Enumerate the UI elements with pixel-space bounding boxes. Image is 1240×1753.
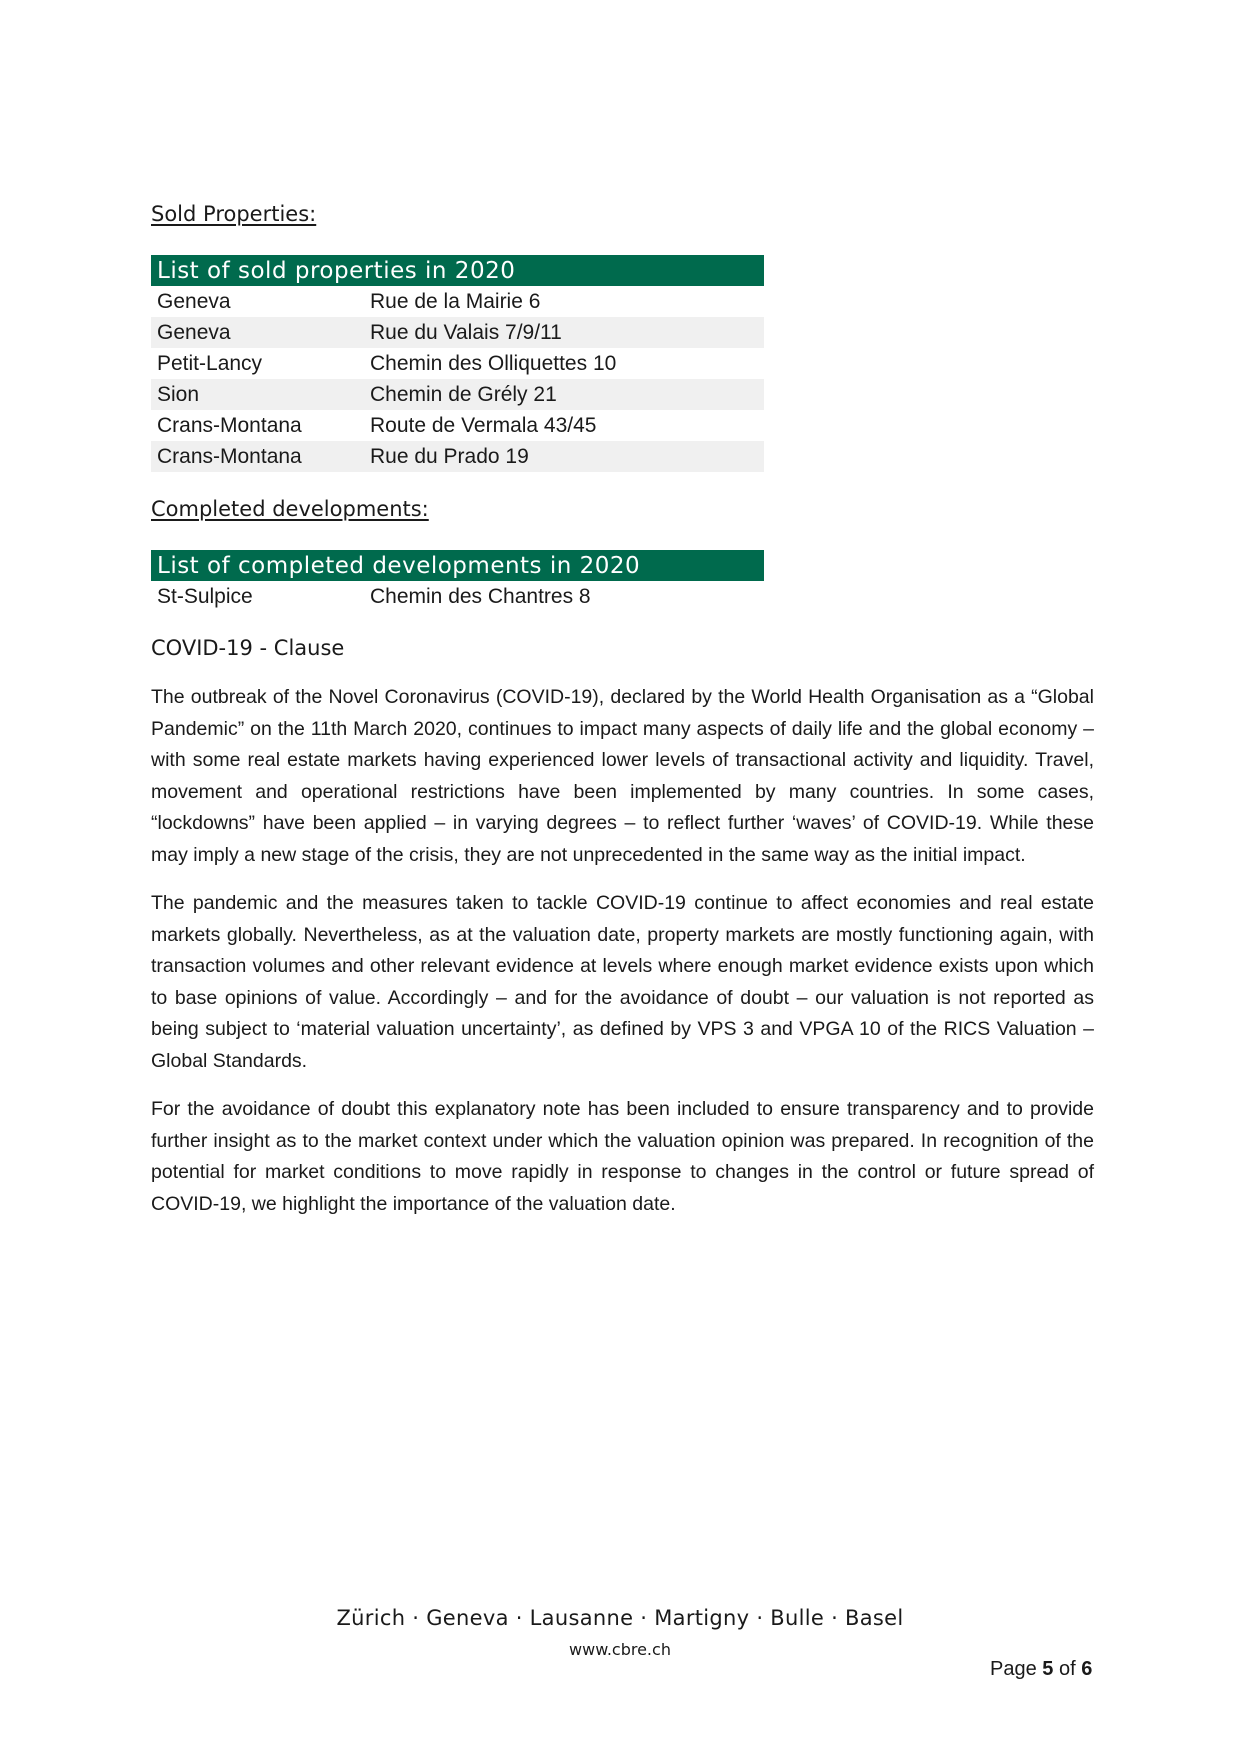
row-address: Rue de la Mairie 6: [370, 289, 541, 313]
sold-properties-table: [151, 255, 764, 472]
covid-paragraph-1: The outbreak of the Novel Coronavirus (COVID-19), declared by the World Health Organisation as a “Global Pandemic” on the 11th March 2020, continues to impact many aspects of daily life and the global economy – with some real estate markets having experienced lower levels of transactional activity and liquidity. Travel, movement and operational restrictions have been implemented by many countries. In some cases, “lockdowns” have been applied – in varying degrees – to reflect further ‘waves’ of COVID-19. While these may imply a new stage of the crisis, they are not unprecedented in the same way as the initial impact.: [151, 686, 1094, 866]
page-number: [990, 1658, 1092, 1681]
covid-clause-heading: COVID-19 - Clause: [151, 636, 345, 660]
table-row: [151, 317, 764, 348]
footer-offices: Zürich · Geneva · Lausanne · Martigny · Bulle · Basel: [336, 1606, 904, 1630]
completed-developments-table: [151, 550, 764, 612]
row-address: Chemin des Olliquettes 10: [370, 351, 617, 375]
row-address: Rue du Valais 7/9/11: [364, 317, 764, 348]
page-total: 6: [1081, 1658, 1093, 1680]
page-content: [151, 200, 1094, 1220]
table-row: [151, 581, 764, 612]
row-address: Chemin des Chantres 8: [370, 584, 591, 608]
completed-developments-label: Completed developments:: [151, 497, 429, 521]
table-row: [151, 410, 764, 441]
row-city: Petit-Lancy: [157, 351, 263, 375]
table-row: [151, 286, 764, 317]
page-of: of: [1058, 1658, 1076, 1680]
table-row: [151, 379, 764, 410]
completed-table-title: List of completed developments in 2020: [151, 550, 764, 581]
row-address: Route de Vermala 43/45: [370, 413, 597, 437]
covid-paragraph-3: For the avoidance of doubt this explanatory note has been included to ensure transparency and to provide further insight as to the market context under which the valuation opinion was prepared. In recognition of the potential for market conditions to move rapidly in response to changes in the control or future spread of COVID-19, we highlight the importance of the valuation date.: [151, 1098, 1094, 1215]
table-row: [151, 348, 764, 379]
table-row: [151, 441, 764, 472]
page-current: 5: [1042, 1658, 1054, 1680]
table-header-row: [151, 550, 764, 581]
sold-properties-label: Sold Properties:: [151, 202, 317, 226]
row-city: Geneva: [151, 317, 364, 348]
row-address: Rue du Prado 19: [364, 441, 764, 472]
row-city: Crans-Montana: [157, 413, 302, 437]
sold-table-title: List of sold properties in 2020: [151, 255, 764, 286]
row-city: Sion: [151, 379, 364, 410]
row-city: Geneva: [157, 289, 231, 313]
covid-paragraph-2: The pandemic and the measures taken to tackle COVID-19 continue to affect economies and real estate markets globally. Nevertheless, as at the valuation date, property markets are mostly functioning again, with transaction volumes and other relevant evidence at levels where enough market evidence exists upon which to base opinions of value. Accordingly – and for the avoidance of doubt – our valuation is not reported as being subject to ‘material valuation uncertainty’, as defined by VPS 3 and VPGA 10 of the RICS Valuation – Global Standards.: [151, 892, 1094, 1072]
row-city: St-Sulpice: [157, 584, 253, 608]
table-header-row: [151, 255, 764, 286]
page-word: Page: [990, 1658, 1037, 1680]
row-address: Chemin de Grély 21: [364, 379, 764, 410]
footer-url: www.cbre.ch: [569, 1640, 671, 1659]
row-city: Crans-Montana: [151, 441, 364, 472]
